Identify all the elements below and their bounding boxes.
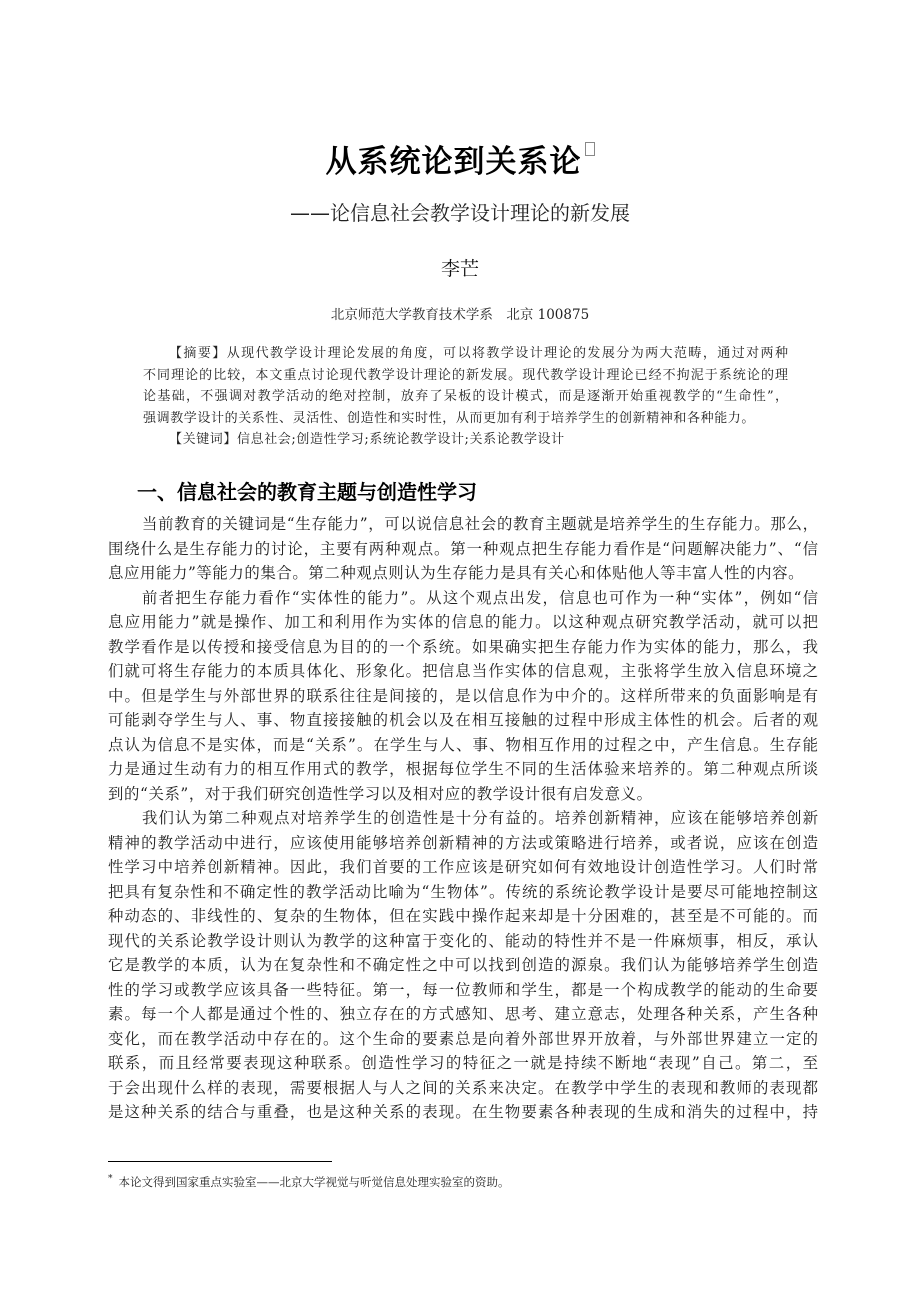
footnote-divider — [108, 1161, 332, 1162]
body-line: 性学习中培养创新精神。因此，我们首要的工作应该是研究如何有效地设计创造性学习。人们时常 — [108, 858, 818, 876]
body-line: 联系，而且经常要表现这种联系。创造性学习的特征之一就是持续不断地“表现”自己。第二，至 — [108, 1054, 818, 1072]
section-heading: 一、信息社会的教育主题与创造性学习 — [137, 480, 477, 504]
keywords: 【关键词】信息社会;创造性学习;系统论教学设计;关系论教学设计 — [169, 432, 565, 448]
body-line: 前者把生存能力看作“实体性的能力”。从这个观点出发，信息也可作为一种“实体”，例如“信 — [142, 588, 818, 607]
body-text — [108, 512, 818, 1125]
body-line: 息应用能力”等能力的集合。第二种观点则认为生存能力是具有关心和体贴他人等丰富人性的内容。 — [108, 564, 805, 582]
footnote-marker-box-icon — [585, 142, 595, 156]
body-line: 性的学习或教学应该具备一些特征。第一，每一位教师和学生，都是一个构成教学的能动的生命要 — [108, 980, 818, 999]
body-line: 精神的教学活动中进行，应该使用能够培养创新精神的方法或策略进行培养，或者说，应该在创造 — [108, 833, 818, 852]
body-line: 于会出现什么样的表现，需要根据人与人之间的关系来决定。在教学中学生的表现和教师的表现都 — [108, 1078, 818, 1097]
author-affiliation: 北京师范大学教育技术学系 北京 100875 — [330, 307, 590, 323]
body-line: 力是通过生动有力的相互作用式的教学，根据每位学生不同的生活体验来培养的。第二种观点所谈 — [108, 760, 818, 778]
body-line: 教学看作是以传授和接受信息为目的的一个系统。如果确实把生存能力作为实体的能力，那么，我 — [108, 637, 818, 656]
body-line: 到的“关系”，对于我们研究创造性学习以及相对应的教学设计很有启发意义。 — [108, 784, 653, 803]
author-name: 李芒 — [440, 258, 479, 280]
footnote-marker: * — [108, 1174, 113, 1184]
body-line: 息应用能力”就是操作、加工和利用作为实体的信息的能力。以这种观点研究教学活动，就可以把 — [108, 613, 818, 631]
footnote — [108, 1174, 510, 1190]
body-line: 点认为信息不是实体，而是“关系”。在学生与人、事、物相互作用的过程之中，产生信息。生存能 — [108, 735, 818, 754]
abstract-block — [143, 343, 788, 451]
body-line: 我们认为第二种观点对培养学生的创造性是十分有益的。培养创新精神，应该在能够培养创新 — [142, 809, 818, 827]
abstract-line: 不同理论的比较，本文重点讨论现代教学设计理论的新发展。现代教学设计理论已经不拘泥于系统论的理 — [143, 367, 788, 383]
body-line: 种动态的、非线性的、复杂的生物体，但在实践中操作起来却是十分困难的，甚至是不可能的。而 — [108, 907, 818, 925]
body-line: 是这种关系的结合与重叠，也是这种关系的表现。在生物要素各种表现的生成和消失的过程中，持 — [108, 1103, 818, 1121]
body-line: 把具有复杂性和不确定性的教学活动比喻为“生物体”。传统的系统论教学设计是要尽可能地控制这 — [108, 882, 818, 901]
abstract-line: 强调教学设计的关系性、灵活性、创造性和实时性，从而更加有利于培养学生的创新精神和各种能力。 — [143, 410, 756, 426]
body-line: 围绕什么是生存能力的讨论，主要有两种观点。第一种观点把生存能力看作是“问题解决能力”、“信 — [108, 539, 818, 558]
abstract-line: 【摘要】从现代教学设计理论发展的角度，可以将教学设计理论的发展分为两大范畴，通过对两种 — [169, 346, 788, 361]
paper-subtitle: ——论信息社会教学设计理论的新发展 — [290, 201, 630, 225]
footnote-text: 本论文得到国家重点实验室——北京大学视觉与听觉信息处理实验室的资助。 — [118, 1175, 510, 1189]
body-line: 们就可将生存能力的本质具体化、形象化。把信息当作实体的信息观，主张将学生放入信息环境之 — [108, 662, 818, 680]
paper-title — [0, 136, 920, 181]
body-line: 中。但是学生与外部世界的联系往往是间接的，是以信息作为中介的。这样所带来的负面影响是有 — [108, 686, 818, 705]
paper-title-text: 从系统论到关系论 — [325, 144, 582, 180]
body-line: 素。每一个人都是通过个性的、独立存在的方式感知、思考、建立意志，处理各种关系，产生各种 — [108, 1005, 818, 1023]
body-line: 变化，而在教学活动中存在的。这个生命的要素总是向着外部世界开放着，与外部世界建立一定的 — [108, 1029, 818, 1048]
body-line: 现代的关系论教学设计则认为教学的这种富于变化的、能动的特性并不是一件麻烦事，相反，承认 — [108, 931, 818, 950]
body-line: 它是教学的本质，认为在复杂性和不确定性之中可以找到创造的源泉。我们认为能够培养学生创造 — [108, 956, 818, 974]
body-line: 可能剥夺学生与人、事、物直接接触的机会以及在相互接触的过程中形成主体性的机会。后者的观 — [108, 711, 818, 729]
body-line: 当前教育的关键词是“生存能力”，可以说信息社会的教育主题就是培养学生的生存能力。那么， — [142, 515, 818, 533]
abstract-line: 论基础，不强调对教学活动的绝对控制，放弃了呆板的设计模式，而是逐渐开始重视教学的“生命性”， — [143, 389, 788, 405]
